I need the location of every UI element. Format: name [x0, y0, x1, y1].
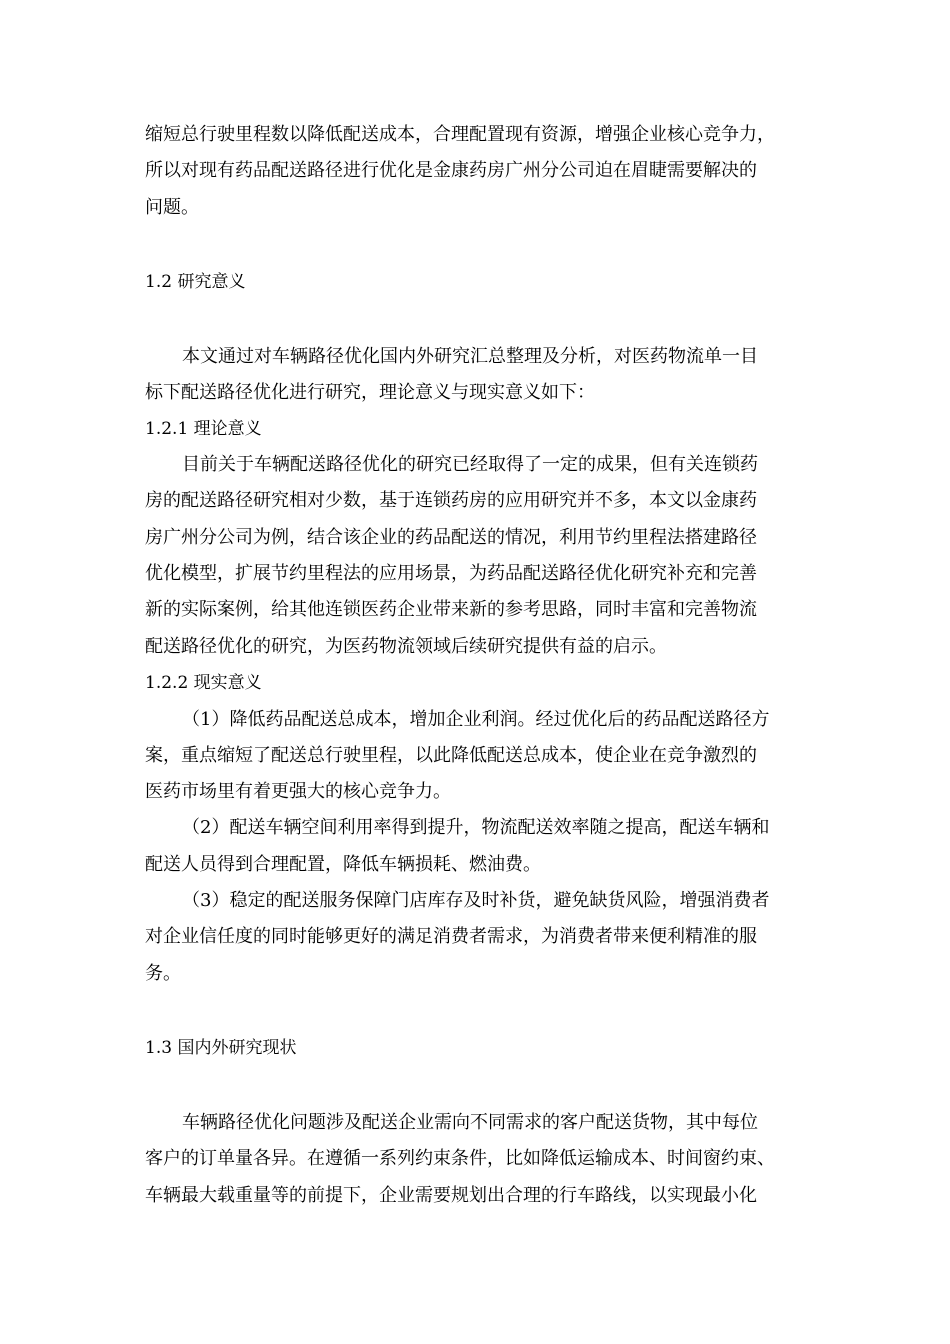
body-text-line: 标下配送路径优化进行研究，理论意义与现实意义如下： — [145, 382, 595, 403]
body-text-line: 目前关于车辆配送路径优化的研究已经取得了一定的成果，但有关连锁药 — [182, 454, 758, 475]
list-item-line: 医药市场里有着更强大的核心竞争力。 — [145, 781, 451, 802]
body-text-line: 优化模型，扩展节约里程法的应用场景，为药品配送路径优化研究补充和完善 — [145, 563, 757, 584]
body-text-line: 客户的订单量各异。在遵循一系列约束条件，比如降低运输成本、时间窗约束、 — [145, 1148, 775, 1169]
body-text-line: 缩短总行驶里程数以降低配送成本，合理配置现有资源，增强企业核心竞争力， — [145, 124, 775, 145]
body-text-line: 房广州分公司为例，结合该企业的药品配送的情况，利用节约里程法搭建路径 — [145, 527, 757, 548]
body-text-line: 所以对现有药品配送路径进行优化是金康药房广州分公司迫在眉睫需要解决的 — [145, 160, 757, 181]
list-item-line: 务。 — [145, 963, 181, 984]
body-text-line: 新的实际案例，给其他连锁医药企业带来新的参考思路，同时丰富和完善物流 — [145, 599, 757, 620]
list-item-line: （2）配送车辆空间利用率得到提升，物流配送效率随之提高，配送车辆和 — [182, 817, 770, 838]
list-item-line: （1）降低药品配送总成本，增加企业利润。经过优化后的药品配送路径方 — [182, 709, 770, 730]
body-text-line: 车辆路径优化问题涉及配送企业需向不同需求的客户配送货物，其中每位 — [182, 1112, 758, 1133]
body-text-line: 配送路径优化的研究，为医药物流领域后续研究提供有益的启示。 — [145, 636, 667, 657]
section-heading-1-2: 1.2 研究意义 — [145, 272, 246, 292]
list-item-line: 配送人员得到合理配置，降低车辆损耗、燃油费。 — [145, 854, 541, 875]
body-text-line: 问题。 — [145, 197, 199, 218]
section-heading-1-3: 1.3 国内外研究现状 — [145, 1038, 297, 1058]
body-text-line: 本文通过对车辆路径优化国内外研究汇总整理及分析，对医药物流单一目 — [182, 346, 758, 367]
list-item-line: 对企业信任度的同时能够更好的满足消费者需求，为消费者带来便利精准的服 — [145, 926, 757, 947]
subsection-heading-1-2-1: 1.2.1 理论意义 — [145, 419, 262, 439]
subsection-heading-1-2-2: 1.2.2 现实意义 — [145, 673, 262, 693]
list-item-line: （3）稳定的配送服务保障门店库存及时补货，避免缺货风险，增强消费者 — [182, 890, 770, 911]
body-text-line: 车辆最大载重量等的前提下，企业需要规划出合理的行车路线，以实现最小化 — [145, 1185, 757, 1206]
body-text-line: 房的配送路径研究相对少数，基于连锁药房的应用研究并不多，本文以金康药 — [145, 490, 757, 511]
list-item-line: 案，重点缩短了配送总行驶里程，以此降低配送总成本，使企业在竞争激烈的 — [145, 745, 757, 766]
